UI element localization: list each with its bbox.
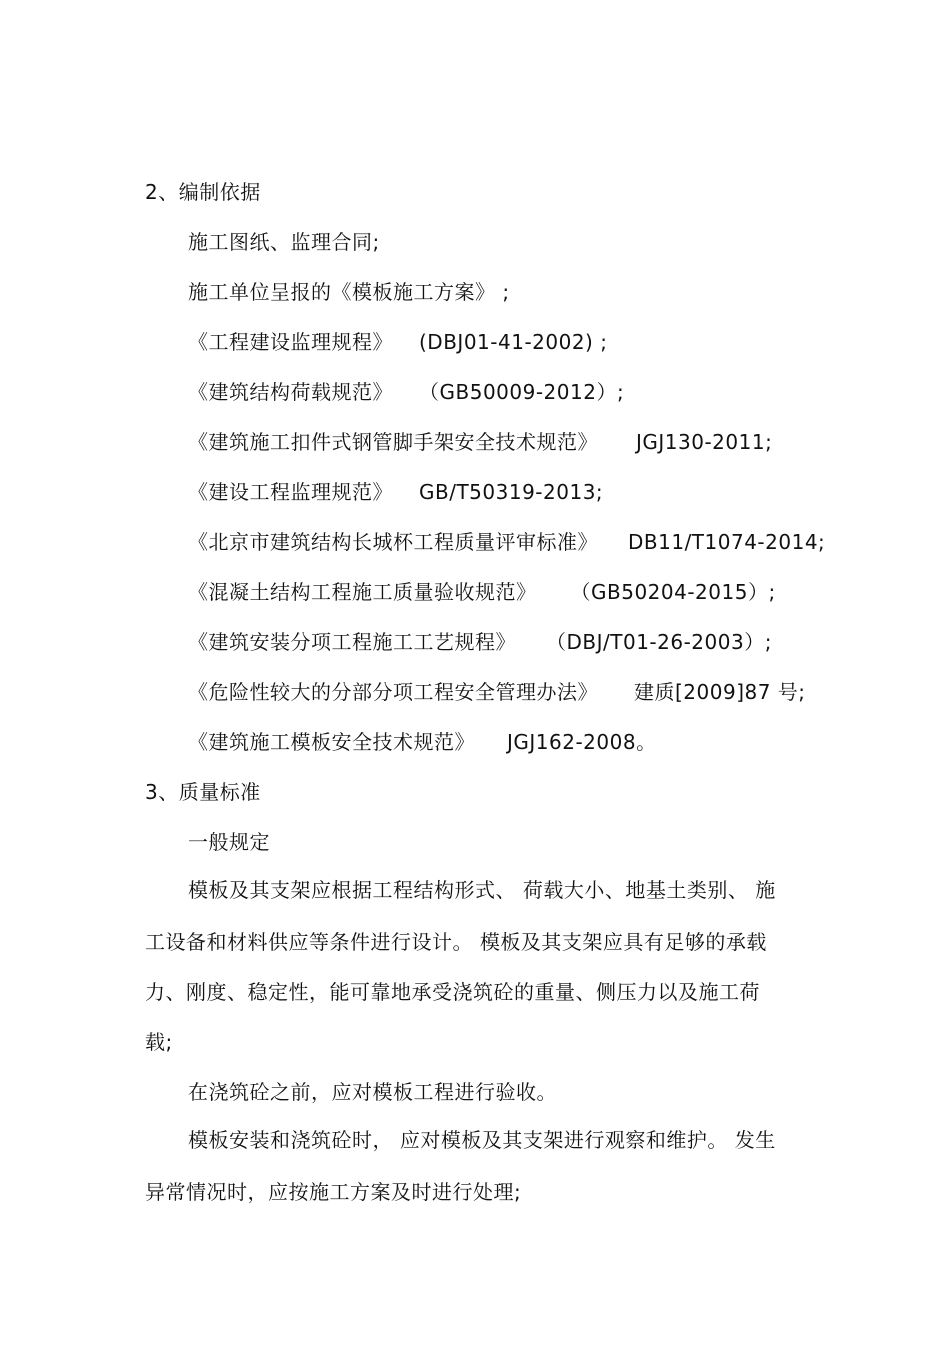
regulation-name: 《工程建设监理规程》 [188,330,393,354]
paragraph-1-line-1: 模板及其支架应根据工程结构形式、 荷载大小、地基土类别、 施 [188,878,776,902]
regulation-code: JGJ162-2008。 [507,730,657,754]
basis-item-2: 施工单位呈报的《模板施工方案》 ; [188,280,510,304]
basis-item-11 [188,729,657,755]
regulation-code: （GB50204-2015）; [570,580,776,604]
regulation-code: 建质[2009]87 号; [634,680,806,704]
paragraph-1-line-2: 工设备和材料供应等条件进行设计。 模板及其支架应具有足够的承载 [145,930,767,954]
basis-item-5 [188,429,772,455]
regulation-name: 《建设工程监理规范》 [188,480,393,504]
basis-item-8 [188,579,776,605]
paragraph-1-line-4: 载; [145,1030,173,1054]
regulation-name: 《混凝土结构工程施工质量验收规范》 [188,580,537,604]
basis-item-1: 施工图纸、监理合同; [188,230,380,254]
section-3-heading: 3、质量标准 [145,780,261,804]
regulation-name: 《危险性较大的分部分项工程安全管理办法》 [188,680,598,704]
paragraph-3-line-2: 异常情况时，应按施工方案及时进行处理; [145,1180,522,1204]
regulation-name: 《建筑施工模板安全技术规范》 [188,730,475,754]
regulation-code: GB/T50319-2013; [419,480,604,504]
regulation-code: JGJ130-2011; [636,430,773,454]
section-3-subtitle: 一般规定 [188,830,270,854]
regulation-code: （GB50009-2012）; [419,380,625,404]
basis-item-7 [188,529,825,555]
regulation-code: （DBJ/T01-26-2003）; [546,630,772,654]
regulation-name: 《建筑施工扣件式钢管脚手架安全技术规范》 [188,430,598,454]
basis-item-9 [188,629,772,655]
regulation-name: 《建筑结构荷载规范》 [188,380,393,404]
basis-item-10 [188,679,806,705]
regulation-code: (DBJ01-41-2002) ; [419,330,608,354]
paragraph-2: 在浇筑砼之前，应对模板工程进行验收。 [188,1080,557,1104]
regulation-name: 《建筑安装分项工程施工工艺规程》 [188,630,516,654]
basis-item-6 [188,479,603,505]
section-2-heading: 2、编制依据 [145,180,261,204]
regulation-name: 《北京市建筑结构长城杯工程质量评审标准》 [188,530,598,554]
paragraph-3-line-1: 模板安装和浇筑砼时， 应对模板及其支架进行观察和维护。 发生 [188,1128,776,1152]
basis-item-4 [188,379,624,405]
paragraph-1-line-3: 力、刚度、稳定性，能可靠地承受浇筑砼的重量、侧压力以及施工荷 [145,980,760,1004]
regulation-code: DB11/T1074-2014; [628,530,826,554]
basis-item-3 [188,329,607,355]
